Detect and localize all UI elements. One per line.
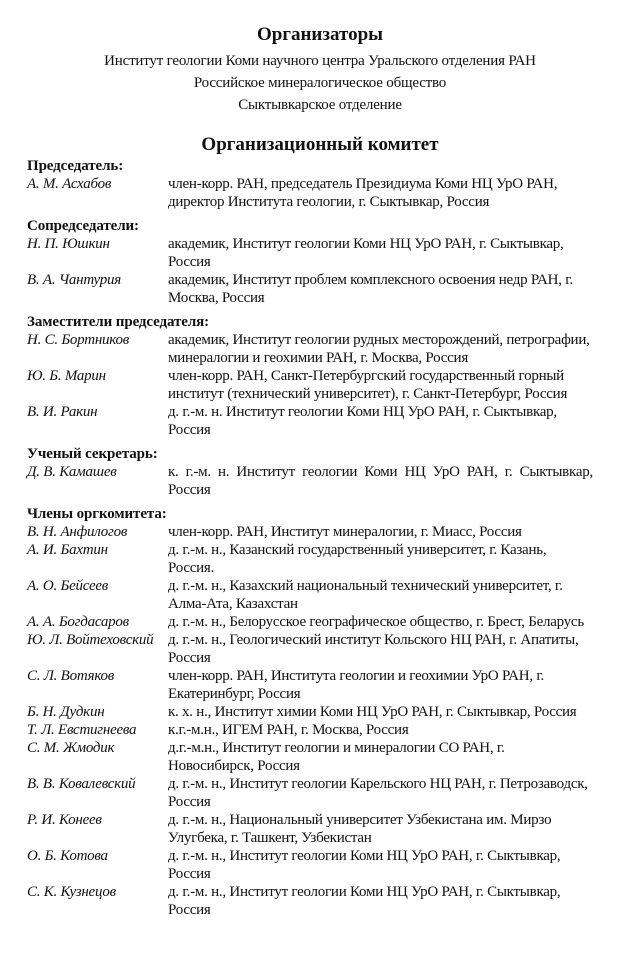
member-name: Р. И. Конеев [27, 812, 102, 828]
member-name: Т. Л. Евстигнеева [27, 722, 137, 738]
member-description: к.г.-м.н., ИГЕМ РАН, г. Москва, Россия [168, 722, 409, 738]
member-row [27, 271, 617, 307]
member-name: Б. Н. Дудкин [27, 704, 105, 720]
member-name: О. Б. Котова [27, 848, 108, 864]
section-chairman [27, 157, 617, 211]
member-description: к. х. н., Институт химии Коми НЦ УрО РАН, г. Сыктывкар, Россия [168, 704, 577, 720]
member-description: д. г.-м. н., Казанский государственный университет, г. Казань, Россия. [168, 542, 547, 576]
member-name: С. К. Кузнецов [27, 884, 116, 900]
section-heading: Заместители председателя: [27, 314, 210, 330]
member-row [27, 775, 617, 811]
section-heading: Сопредседатели: [27, 218, 139, 234]
section-deputy-chairmen [27, 313, 617, 439]
member-row [27, 703, 617, 721]
member-name: А. О. Бейсеев [27, 578, 109, 594]
member-name: А. И. Бахтин [27, 542, 108, 558]
member-description: д. г.-м. н., Институт геологии Карельского НЦ РАН, г. Петрозаводск, Россия [168, 776, 588, 810]
member-description: д. г.-м. н., Институт геологии Коми НЦ УрО РАН, г. Сыктывкар, Россия [168, 848, 561, 882]
member-name: А. А. Богдасаров [27, 614, 129, 630]
section-members [27, 505, 617, 919]
member-name: С. М. Жмодик [27, 740, 115, 756]
organizer-line: Институт геологии Коми научного центра Уральского отделения РАН [104, 53, 536, 69]
member-description: д.г.-м.н., Институт геологии и минералогии СО РАН, г. Новосибирск, Россия [168, 740, 505, 774]
member-name: Ю. Л. Войтеховский [27, 632, 154, 648]
section-heading: Члены оргкомитета: [27, 506, 167, 522]
member-row [27, 403, 617, 439]
organizer-line: Сыктывкарское отделение [238, 97, 402, 113]
member-description: академик, Институт геологии Коми НЦ УрО РАН, г. Сыктывкар, Россия [168, 236, 564, 270]
member-name: Д. В. Камашев [27, 464, 117, 480]
member-row [27, 331, 617, 367]
organizers-list [0, 50, 640, 116]
section-heading: Ученый секретарь: [27, 446, 158, 462]
member-row [27, 721, 617, 739]
member-description: д. г.-м. н. Институт геологии Коми НЦ УрО РАН, г. Сыктывкар, Россия [168, 404, 557, 438]
committee-body [27, 157, 617, 925]
member-description: д. г.-м. н., Геологический институт Кольского НЦ РАН, г. Апатиты, Россия [168, 632, 579, 666]
member-name: В. В. Ковалевский [27, 776, 136, 792]
member-description: член-корр. РАН, Санкт-Петербургский государственный горный институт (технический университет), г. Санкт-Петербург, Россия [168, 368, 568, 402]
member-row [27, 631, 617, 667]
member-name: С. Л. Вотяков [27, 668, 115, 684]
section-heading: Председатель: [27, 158, 124, 174]
member-description: академик, Институт геологии рудных месторождений, петрографии, минералогии и геохимии РАН, г. Москва, Россия [168, 332, 590, 366]
member-name: В. Н. Анфилогов [27, 524, 128, 540]
member-row [27, 541, 617, 577]
member-row [27, 847, 617, 883]
member-description: к. г.-м. н. Институт геологии Коми НЦ УрО РАН, г. Сыктывкар, Россия [168, 464, 593, 498]
member-description: академик, Институт проблем комплексного освоения недр РАН, г. Москва, Россия [168, 272, 573, 306]
member-name: А. М. Асхабов [27, 176, 112, 192]
organizer-line: Российское минералогическое общество [193, 75, 447, 91]
organizers-title: Организаторы [257, 24, 383, 45]
member-description: д. г.-м. н., Национальный университет Узбекистана им. Мирзо Улугбека, г. Ташкент, Узбекистан [168, 812, 552, 846]
member-row [27, 811, 617, 847]
member-row [27, 367, 617, 403]
member-row [27, 577, 617, 613]
member-row [27, 613, 617, 631]
member-description: д. г.-м. н., Институт геологии Коми НЦ УрО РАН, г. Сыктывкар, Россия [168, 884, 561, 918]
member-description: д. г.-м. н., Казахский национальный технический университет, г. Алма-Ата, Казахстан [168, 578, 563, 612]
member-name: В. А. Чантурия [27, 272, 121, 288]
member-row [27, 883, 617, 919]
member-description: член-корр. РАН, Институт минералогии, г. Миасс, Россия [168, 524, 522, 540]
member-name: Ю. Б. Марин [27, 368, 106, 384]
section-scientific-secretary [27, 445, 617, 499]
member-description: член-корр. РАН, Института геологии и геохимии УрО РАН, г. Екатеринбург, Россия [168, 668, 545, 702]
member-description: член-корр. РАН, председатель Президиума Коми НЦ УрО РАН, директор Института геологии, г. Сыктывкар, Россия [168, 176, 558, 210]
member-name: В. И. Ракин [27, 404, 98, 420]
member-row [27, 739, 617, 775]
committee-title: Организационный комитет [201, 134, 439, 155]
member-name: Н. П. Юшкин [27, 236, 110, 252]
member-row [27, 235, 617, 271]
member-name: Н. С. Бортников [27, 332, 129, 348]
member-row [27, 463, 617, 499]
section-co-chairmen [27, 217, 617, 307]
member-row [27, 523, 617, 541]
member-row [27, 175, 617, 211]
member-row [27, 667, 617, 703]
member-description: д. г.-м. н., Белорусское географическое общество, г. Брест, Беларусь [168, 614, 584, 630]
